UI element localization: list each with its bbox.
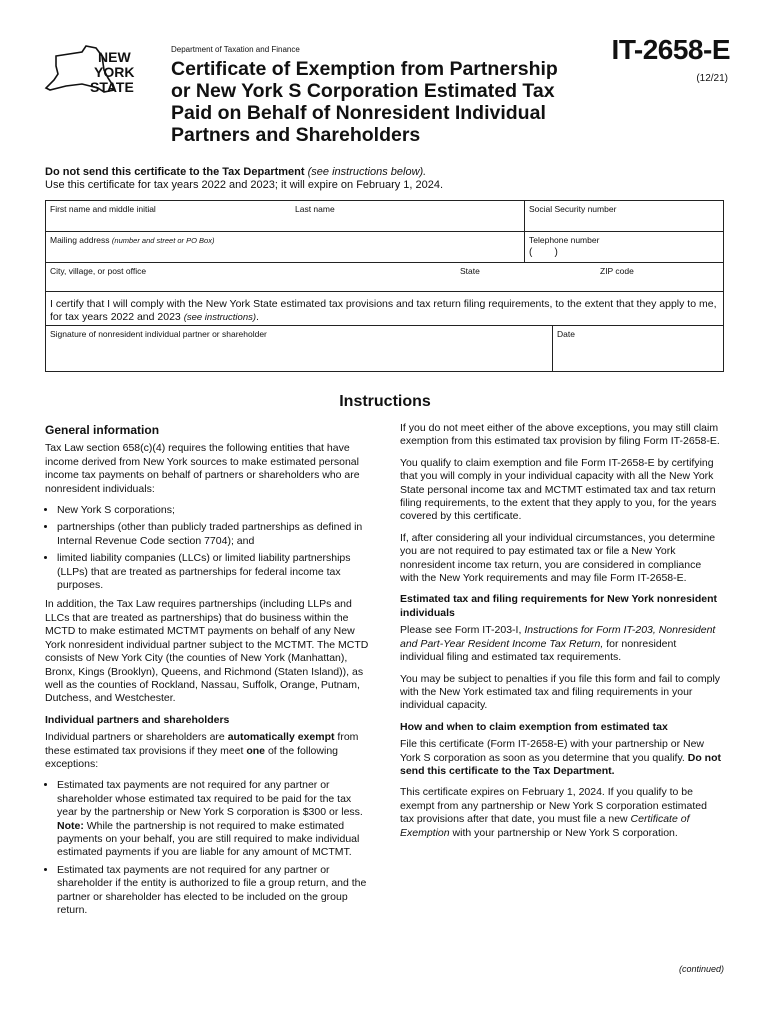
continued-note: (continued) [678, 964, 724, 974]
department-name: Department of Taxation and Finance [171, 45, 300, 54]
nys-logo [42, 44, 154, 104]
date-field[interactable] [553, 326, 723, 371]
signature-field[interactable] [46, 326, 553, 371]
instructions-title: Instructions [339, 393, 431, 410]
city-row [46, 263, 723, 292]
revision-date: (12/21) [696, 73, 728, 84]
circumstances-paragraph: If, after considering all your individual circumstances, you determine you are not required to pay estimated tax or file a New York nonresident income tax return, you are considered in compliance with the New York requirements and may file Form IT-2658-E. [400, 531, 716, 585]
individual-partners-heading: Individual partners and shareholders [45, 713, 230, 726]
exceptions-list [45, 779, 373, 917]
list-item: • Estimated tax payments are not required for any partner or shareholder whose estimated tax required to be paid for the tax year by the partnership or New York S corporation is $300 or less. Note: While the partnership is not required to make estimated payments on your behalf, you are still required to make individual estimated payments if you are liable for any amount of MCTMT. [57, 779, 373, 859]
notice-bold: Do not send this certificate to the Tax Department [45, 166, 305, 178]
estimated-tax-heading: Estimated tax and filing requirements for New York nonresident individuals [400, 593, 718, 619]
telephone-label: Telephone number [529, 235, 600, 245]
exceptions-intro: Individual partners or shareholders are automatically exempt from these estimated tax provisions if they meet one of the following exceptions: [45, 731, 359, 770]
list-item: • Estimated tax payments are not required for any partner or shareholder if the entity is authorized to file a group return, and the partner or shareholder has elected to be included on the group return. [57, 864, 373, 918]
list-item: • partnerships (other than publicly traded partnerships as defined in Internal Revenue Code section 7704); and [57, 521, 373, 548]
logo-text-state: STATE [90, 79, 134, 95]
ssn-label: Social Security number [529, 204, 617, 214]
title-line: Certificate of Exemption from Partnership [171, 58, 558, 80]
mailing-address-label: Mailing address (number and street or PO Box) [50, 235, 215, 245]
name-row [46, 201, 723, 232]
mctd-paragraph: In addition, the Tax Law requires partnerships (including LLPs and LLCs that are treated as partnerships) that do business within the MCTD to make estimated MCTMT payments on behalf of any New York nonresident individual partner subject to the MCTMT. The MCTD consists of New York City (the counties of New York (Manhattan), Bronx, Kings (Brooklyn), Queens, and Richmond (Staten Island)), as well as the counties of Rockland, Nassau, Suffolk, Orange, Putnam, Dutchess, and Westchester. [45, 598, 369, 705]
qualify-paragraph: You qualify to claim exemption and file Form IT-2658-E by certifying that you will comply in your individual capacity with all the New York State personal income tax and MCTMT estimated tax and tax return filing requirements, to the extent that they apply to you, for the years covered by this certificate. [400, 456, 717, 523]
title-line: Partners and Shareholders [171, 124, 421, 146]
general-info-paragraph: Tax Law section 658(c)(4) requires the following entities that have income derived from New York sources to make estimated personal income tax payments on behalf of partners or shareholders who are nonresident individuals: [45, 442, 360, 495]
logo-text-new: NEW [98, 49, 131, 65]
last-name-field[interactable] [291, 201, 524, 231]
zip-label: ZIP code [600, 266, 634, 276]
form-number: IT-2658-E [611, 34, 730, 65]
state-field[interactable] [456, 263, 596, 292]
notice [45, 166, 443, 192]
penalties-paragraph: You may be subject to penalties if you file this form and fail to comply with the New York estimated tax and filing requirements in your individual capacity. [400, 672, 721, 712]
general-info-heading: General information [45, 423, 160, 437]
notice-italic: (see instructions below). [307, 166, 427, 178]
title-line: or New York S Corporation Estimated Tax [171, 80, 555, 102]
instructions-right-column [400, 422, 722, 848]
telephone-area-code: ( ) [529, 247, 558, 258]
form-title [171, 58, 591, 146]
city-label: City, village, or post office [50, 266, 147, 276]
exemption-paragraph: If you do not meet either of the above exceptions, you may still claim exemption from this estimated tax provision by filing Form IT-2658-E. [400, 422, 720, 448]
estimated-tax-paragraph: Please see Form IT-203-I, Instructions for Form IT-203, Nonresident and Part-Year Resident Income Tax Return, for nonresident individual filing and estimated tax requirements. [400, 624, 716, 664]
address-row [46, 232, 723, 263]
telephone-field[interactable] [524, 232, 723, 262]
list-item: • New York S corporations; [57, 504, 373, 517]
signature-row [46, 325, 723, 371]
zip-field[interactable] [596, 263, 723, 292]
title-line: Paid on Behalf of Nonresident Individual [171, 102, 546, 124]
entity-list [45, 504, 373, 592]
file-certificate-paragraph: File this certificate (Form IT-2658-E) with your partnership or New York S corporation as soon as you determine that you qualify. Do not send this certificate to the Tax Department. [400, 738, 722, 777]
expiration-paragraph: This certificate expires on February 1, 2024. If you qualify to be exempt from any partnership or New York S corporation estimated tax provisions after that date, you must file a new Certificate of Exemption with your partnership or New York S corporation. [400, 786, 707, 839]
logo-text-york: YORK [94, 64, 135, 80]
signature-label: Signature of nonresident individual partner or shareholder [50, 329, 267, 339]
last-name-label: Last name [295, 204, 335, 214]
mailing-address-hint: (number and street or PO Box) [111, 236, 215, 245]
mailing-address-field[interactable] [46, 232, 524, 262]
date-label: Date [557, 329, 575, 339]
instructions-left-column [45, 424, 373, 923]
taxpayer-info-form [45, 200, 724, 292]
certification-box [45, 291, 724, 372]
how-to-claim-heading: How and when to claim exemption from estimated tax [400, 720, 668, 733]
city-field[interactable] [46, 263, 456, 292]
first-name-label: First name and middle initial [50, 204, 156, 214]
notice-line2: Use this certificate for tax years 2022 and 2023; it will expire on February 1, 2024. [45, 179, 444, 191]
ssn-field[interactable] [524, 201, 723, 231]
list-item: • limited liability companies (LLCs) or limited liability partnerships (LLPs) that are treated as partnerships for federal income tax purposes. [57, 552, 373, 592]
state-label: State [460, 266, 480, 276]
certification-text: I certify that I will comply with the New York State estimated tax provisions and tax return filing requirements, to the extent that they apply to me, for tax years 2022 and 2023 (see instructions). [50, 298, 717, 323]
